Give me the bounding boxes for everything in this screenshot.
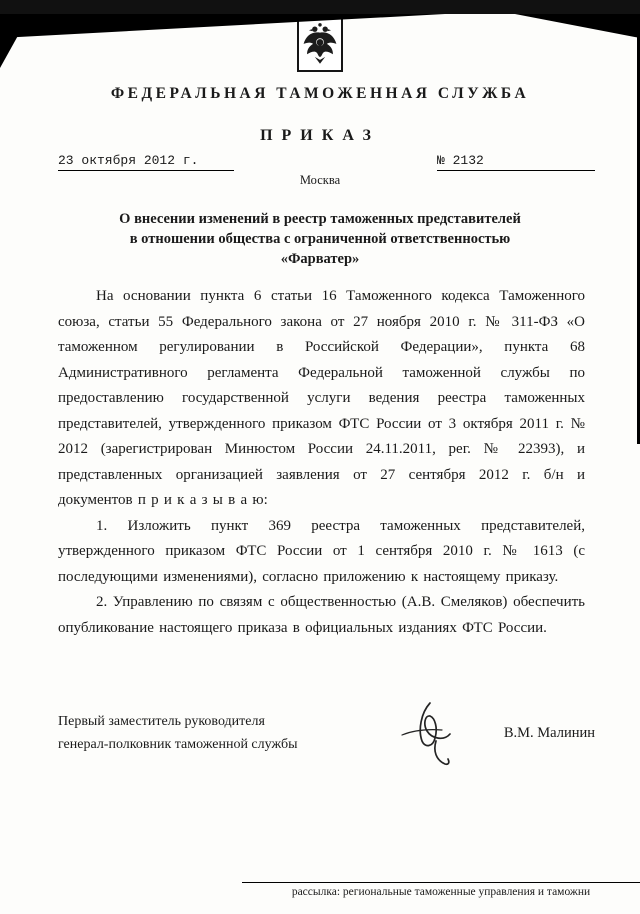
double-headed-eagle-icon xyxy=(301,20,339,66)
body-paragraph: 2. Управлению по связям с общественностью (А.В. Смеляков) обеспечить опубликование настоящего приказа в официальных изданиях ФТС России. xyxy=(58,594,585,636)
meta-row xyxy=(58,153,595,171)
signer-position xyxy=(58,710,390,756)
document-page xyxy=(0,14,640,914)
scan-artifact-top-right xyxy=(515,14,640,38)
order-title-line: в отношении общества с ограниченной ответственностью xyxy=(129,231,511,247)
distribution-note xyxy=(242,882,640,898)
order-number: № 2132 xyxy=(437,153,595,171)
order-title-line: О внесении изменений в реестр таможенных представителей xyxy=(119,211,521,227)
document-body xyxy=(58,284,585,641)
city-label: Москва xyxy=(299,173,341,187)
order-title xyxy=(0,209,640,269)
signer-position-line: Первый заместитель руководителя xyxy=(58,714,265,729)
body-paragraph: На основании пункта 6 статьи 16 Таможенного кодекса Таможенного союза, статьи 55 Федерального закона от 27 ноября 2010 г. № 311-ФЗ «О таможенном регулировании в Российской Федерации», пункта 68 Административного регламента Федеральной таможенной службы по предоставлению государственной услуги ведения реестра таможенных представителей, утвержденного приказом ФТС России от 3 октября 2011 г. № 2012 (зарегистрирован Минюстом России 24.11.2011, рег. № 22393), и представленных организацией заявления от 27 сентября 2012 г. б/н и документов п р и к а з ы в а ю: xyxy=(58,288,585,508)
agency-name: ФЕДЕРАЛЬНАЯ ТАМОЖЕННАЯ СЛУЖБА xyxy=(110,85,530,102)
signer-name: В.М. Малинин xyxy=(503,724,595,741)
doc-type-heading: ПРИКАЗ xyxy=(260,127,380,144)
signature-block xyxy=(58,697,595,769)
body-paragraph: 1. Изложить пункт 369 реестра таможенных представителей, утвержденного приказом ФТС России от 1 сентября 2010 г. № 1613 (с последующими изменениями), согласно приложению к настоящему приказу. xyxy=(58,517,585,585)
order-title-line: «Фарватер» xyxy=(280,251,360,267)
coat-of-arms xyxy=(297,14,343,72)
handwritten-signature-icon xyxy=(390,697,482,769)
distribution-text: рассылка: региональные таможенные управления и таможни xyxy=(291,886,591,898)
scan-artifact-top-left xyxy=(0,14,445,38)
signer-position-line: генерал-полковник таможенной службы xyxy=(58,737,298,752)
order-date: 23 октября 2012 г. xyxy=(58,153,234,171)
